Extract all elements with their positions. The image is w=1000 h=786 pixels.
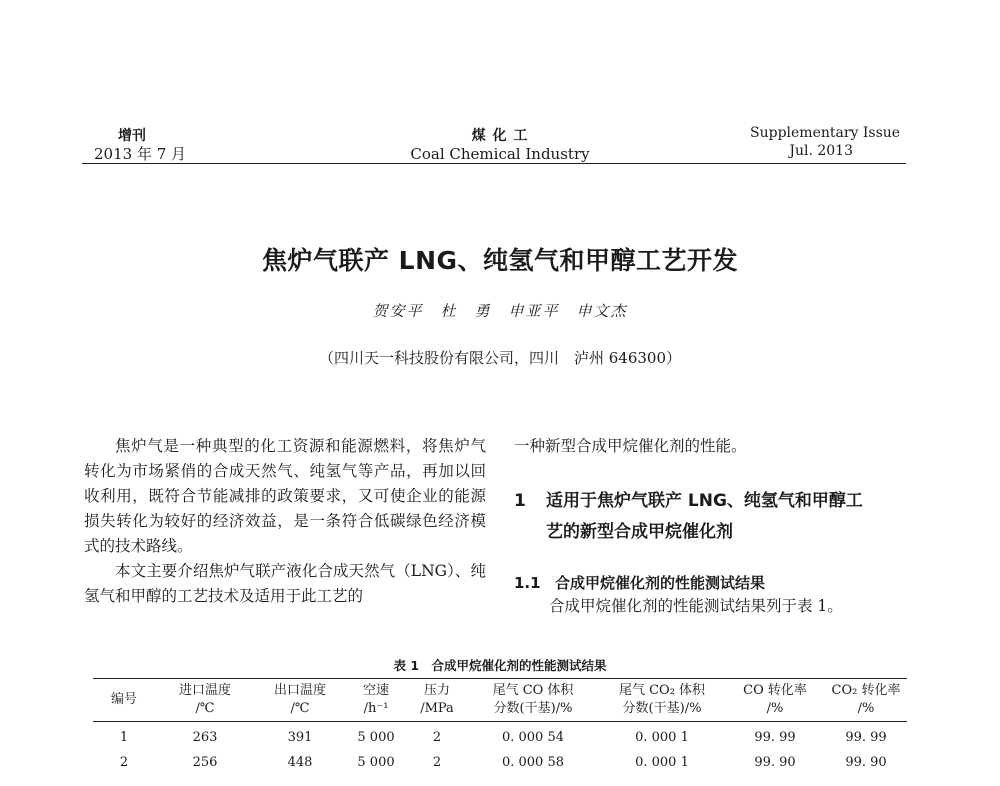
issue-date-cn: 2013 年 7 月 xyxy=(94,145,187,163)
results-table xyxy=(93,678,907,772)
col-header-co-conversion: CO 转化率 /% xyxy=(725,679,825,722)
table-row xyxy=(93,722,907,748)
table-cell: 5 000 xyxy=(357,755,395,770)
intro-paragraph-2: 本文主要介绍焦炉气联产液化合成天然气（LNG）、纯氢气和甲醇的工艺技术及适用于此工艺的 xyxy=(84,562,486,605)
table-header-row xyxy=(93,679,907,722)
col-header-pressure: 压力 /MPa xyxy=(407,679,467,722)
col-header-tail-co: 尾气 CO 体积 分数(干基)/% xyxy=(467,679,599,722)
issue-date-en: Jul. 2013 xyxy=(789,143,853,159)
table-cell: 99. 90 xyxy=(754,755,796,770)
table-cell: 0. 000 1 xyxy=(635,755,689,770)
table-cell: 5 000 xyxy=(357,730,395,745)
table-cell: 2 xyxy=(432,755,442,770)
col-header-id: 编号 xyxy=(93,679,155,722)
section-number: 1 xyxy=(514,491,526,511)
left-column xyxy=(84,434,486,609)
journal-name-cn: 煤 化 工 xyxy=(471,128,529,144)
affiliation: （四川天一科技股份有限公司，四川 泸州 646300） xyxy=(318,349,682,367)
article-title: 焦炉气联产 LNG、纯氢气和甲醇工艺开发 xyxy=(261,246,739,275)
table-cell: 256 xyxy=(192,755,218,770)
intro-paragraph-1: 焦炉气是一种典型的化工资源和能源燃料，将焦炉气转化为市场紧俏的合成天然气、纯氢气等产品，再加以回收利用，既符合节能减排的政策要求，又可使企业的能源损失转化为较好的经济效益，是一条符合低碳绿色经济模式的技术路线。 xyxy=(84,437,486,555)
table-cell: 99. 90 xyxy=(845,755,887,770)
section-title-line1: 适用于焦炉气联产 LNG、纯氢气和甲醇工 xyxy=(546,491,863,511)
col-header-co2-conversion: CO₂ 转化率 /% xyxy=(825,679,907,722)
subsection-text: 合成甲烷催化剂的性能测试结果列于表 1。 xyxy=(549,597,843,615)
table-row xyxy=(93,747,907,772)
header-rule xyxy=(82,163,906,164)
author-list: 贺安平 杜 勇 申亚平 申文杰 xyxy=(372,302,628,320)
table-cell: 99. 99 xyxy=(845,730,887,745)
table-caption: 表 1 合成甲烷催化剂的性能测试结果 xyxy=(393,658,607,673)
col-header-tail-co2: 尾气 CO₂ 体积 分数(干基)/% xyxy=(599,679,725,722)
issue-label: 增刊 xyxy=(118,128,146,144)
col-header-outlet-temp: 出口温度 /℃ xyxy=(255,679,345,722)
table-cell: 2 xyxy=(119,755,129,770)
table-cell: 263 xyxy=(192,730,218,745)
issue-type-en: Supplementary Issue xyxy=(750,125,901,141)
subsection-title: 合成甲烷催化剂的性能测试结果 xyxy=(555,574,766,592)
col-header-space-velocity: 空速 /h⁻¹ xyxy=(345,679,407,722)
table-cell: 0. 000 58 xyxy=(501,755,565,770)
table-cell: 448 xyxy=(287,755,313,770)
table-cell: 99. 99 xyxy=(754,730,796,745)
col-header-inlet-temp: 进口温度 /℃ xyxy=(155,679,255,722)
journal-name-en: Coal Chemical Industry xyxy=(410,145,590,163)
right-column-continuation: 一种新型合成甲烷催化剂的性能。 xyxy=(514,437,747,455)
table-cell: 391 xyxy=(287,730,313,745)
table-cell: 1 xyxy=(119,730,129,745)
table-cell: 0. 000 54 xyxy=(501,730,565,745)
table-cell: 2 xyxy=(432,730,442,745)
section-title-line2: 艺的新型合成甲烷催化剂 xyxy=(546,522,733,542)
subsection-number: 1.1 xyxy=(514,574,541,592)
table-cell: 0. 000 1 xyxy=(635,730,689,745)
